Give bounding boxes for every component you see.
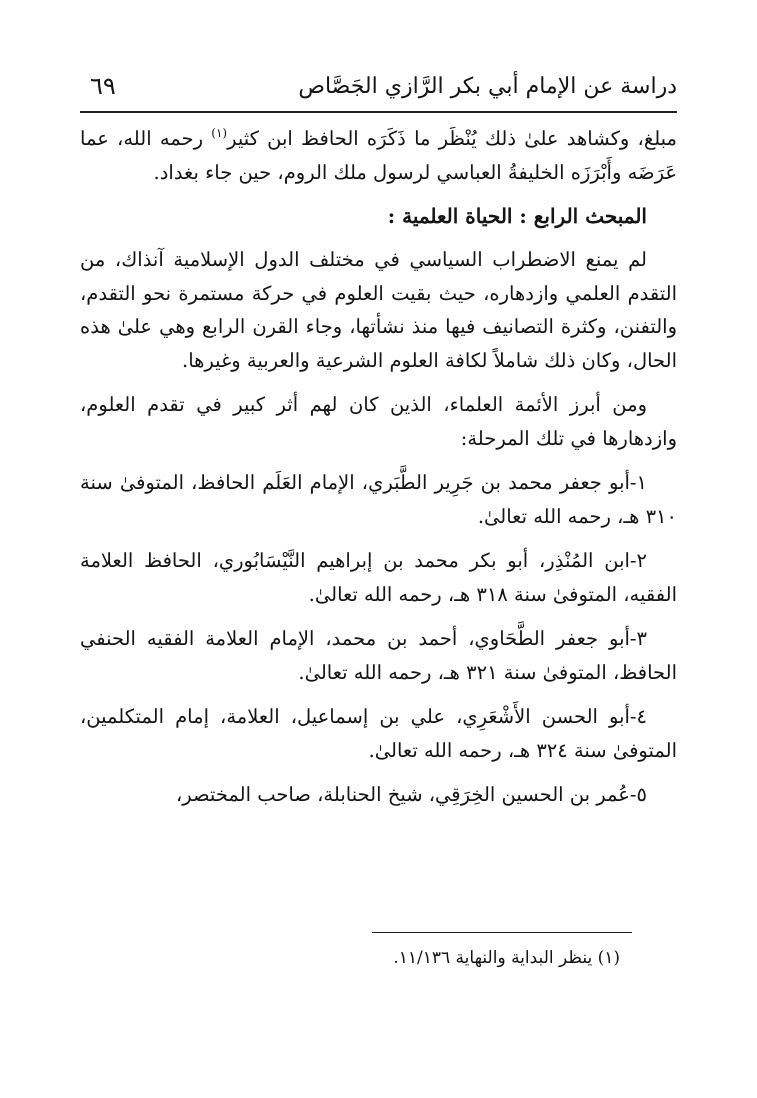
list-item-tabari: ١-أبو جعفر محمد بن جَرِير الطَّبَري، الإمام العَلَم الحافظ، المتوفىٰ سنة ٣١٠ هـ، رحمه الله تعالىٰ. xyxy=(80,471,677,528)
list-item-ashari: ٤-أبو الحسن الأَشْعَرِي، علي بن إسماعيل، العلامة، إمام المتكلمين، المتوفىٰ سنة ٣٢٤ هـ، رحمه الله تعالىٰ. xyxy=(80,705,677,762)
body-text xyxy=(80,122,677,823)
running-header-title: دراسة عن الإمام أبي بكر الرَّازي الجَصَّاص xyxy=(298,74,677,99)
list-item-tahawi: ٣-أبو جعفر الطَّحَاوي، أحمد بن محمد، الإمام العلامة الفقيه الحنفي الحافظ، المتوفىٰ سنة ٣٢١ هـ، رحمه الله تعالىٰ. xyxy=(80,627,677,684)
section-heading: المبحث الرابع : الحياة العلمية : xyxy=(387,204,647,228)
intro-paragraph xyxy=(80,122,677,189)
paragraph-scientific-life: لم يمنع الاضطراب السياسي في مختلف الدول الإسلامية آنذاك، من التقدم العلمي وازدهاره، حيث بقيت العلوم في حركة مستمرة نحو التقدم، والتفنن، وكثرة التصانيف فيها منذ نشأتها، وجاء القرن الرابع وهي علىٰ هذه الحال، وكان ذلك شاملاً لكافة العلوم الشرعية والعربية وغيرها. xyxy=(80,248,677,372)
running-header xyxy=(80,70,677,108)
intro-paragraph-start: مبلغ، وكشاهد علىٰ ذلك يُنْظَر ما ذَكَرَه الحافظ ابن كثير xyxy=(227,127,677,150)
list-item-ibn-almundhir: ٢-ابن المُنْذِر، أبو بكر محمد بن إبراهيم النَّيْسَابُوري، الحافظ العلامة الفقيه، المتوفىٰ سنة ٣١٨ هـ، رحمه الله تعالىٰ. xyxy=(80,549,677,606)
intro-paragraph-end: رحمه الله، عما عَرَضَه وأَبْرَزَه الخليفةُ العباسي لرسول ملك الروم، حين جاء بغداد. xyxy=(80,127,677,184)
footnote-divider xyxy=(372,932,632,933)
footnote: (١) ينظر البداية والنهاية ١١/١٣٦. xyxy=(393,948,620,968)
page-number: ٦٩ xyxy=(90,72,116,100)
footnote-reference: (١) xyxy=(211,126,228,140)
header-divider xyxy=(80,111,677,113)
paragraph-prominent-scholars: ومن أبرز الأئمة العلماء، الذين كان لهم أثر كبير في تقدم العلوم، وازدهارها في تلك المرحلة: xyxy=(80,393,677,450)
list-item-khiraqi: ٥-عُمر بن الحسين الخِرَقِي، شيخ الحنابلة، صاحب المختصر، xyxy=(175,783,647,806)
